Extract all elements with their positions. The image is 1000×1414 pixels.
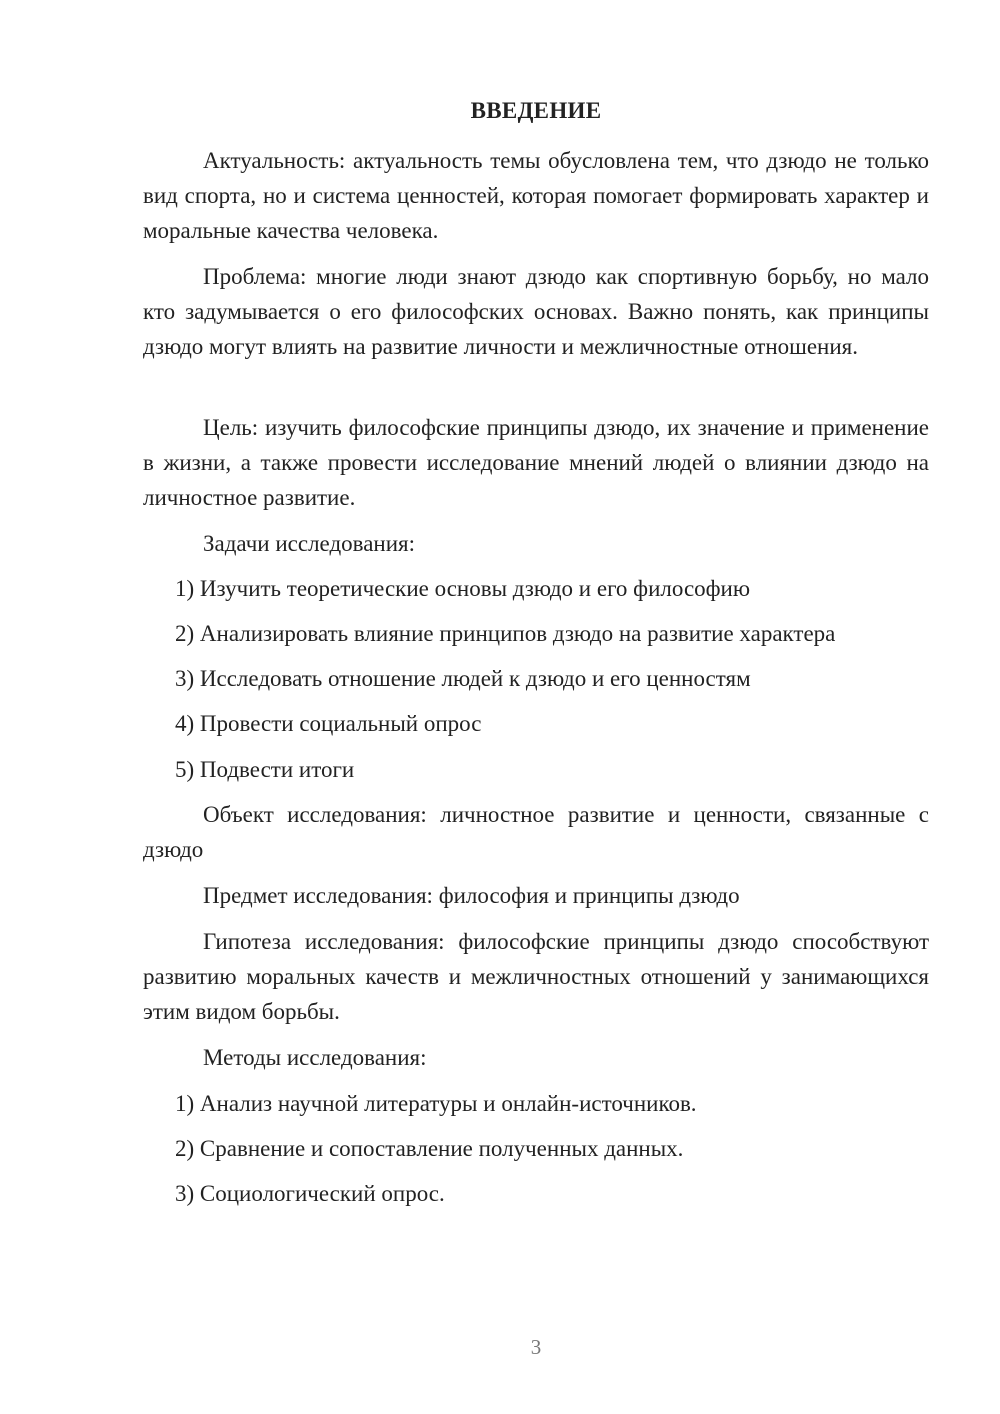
method-item-2: 2) Сравнение и сопоставление полученных данных. [175, 1136, 684, 1161]
task-item-2: 2) Анализировать влияние принципов дзюдо на развитие характера [175, 621, 836, 646]
methods-heading: Методы исследования: [203, 1045, 427, 1070]
object-paragraph: Объект исследования: личностное развитие и ценности, связанные с дзюдо [143, 802, 929, 862]
goal-paragraph: Цель: изучить философские принципы дзюдо, их значение и применение в жизни, а также провести исследование мнений людей о влиянии дзюдо на личностное развитие. [143, 415, 929, 510]
subject-paragraph: Предмет исследования: философия и принципы дзюдо [203, 883, 740, 908]
method-item-3: 3) Социологический опрос. [175, 1181, 445, 1206]
relevance-paragraph: Актуальность: актуальность темы обусловлена тем, что дзюдо не только вид спорта, но и система ценностей, которая помогает формировать характер и моральные качества человека. [143, 148, 929, 243]
task-item-1: 1) Изучить теоретические основы дзюдо и его философию [175, 576, 751, 601]
tasks-heading: Задачи исследования: [203, 531, 416, 556]
page-number: 3 [530, 1335, 542, 1359]
section-title: ВВЕДЕНИЕ [470, 98, 602, 123]
hypothesis-paragraph: Гипотеза исследования: философские принципы дзюдо способствуют развитию моральных качеств и межличностных отношений у занимающихся этим видом борьбы. [143, 929, 929, 1024]
task-item-4: 4) Провести социальный опрос [175, 711, 482, 736]
problem-paragraph: Проблема: многие люди знают дзюдо как спортивную борьбу, но мало кто задумывается о его философских основах. Важно понять, как принципы дзюдо могут влиять на развитие личности и межличностные отношения. [143, 264, 929, 359]
method-item-1: 1) Анализ научной литературы и онлайн-источников. [175, 1091, 697, 1116]
task-item-5: 5) Подвести итоги [175, 757, 355, 782]
task-item-3: 3) Исследовать отношение людей к дзюдо и его ценностям [175, 666, 751, 691]
